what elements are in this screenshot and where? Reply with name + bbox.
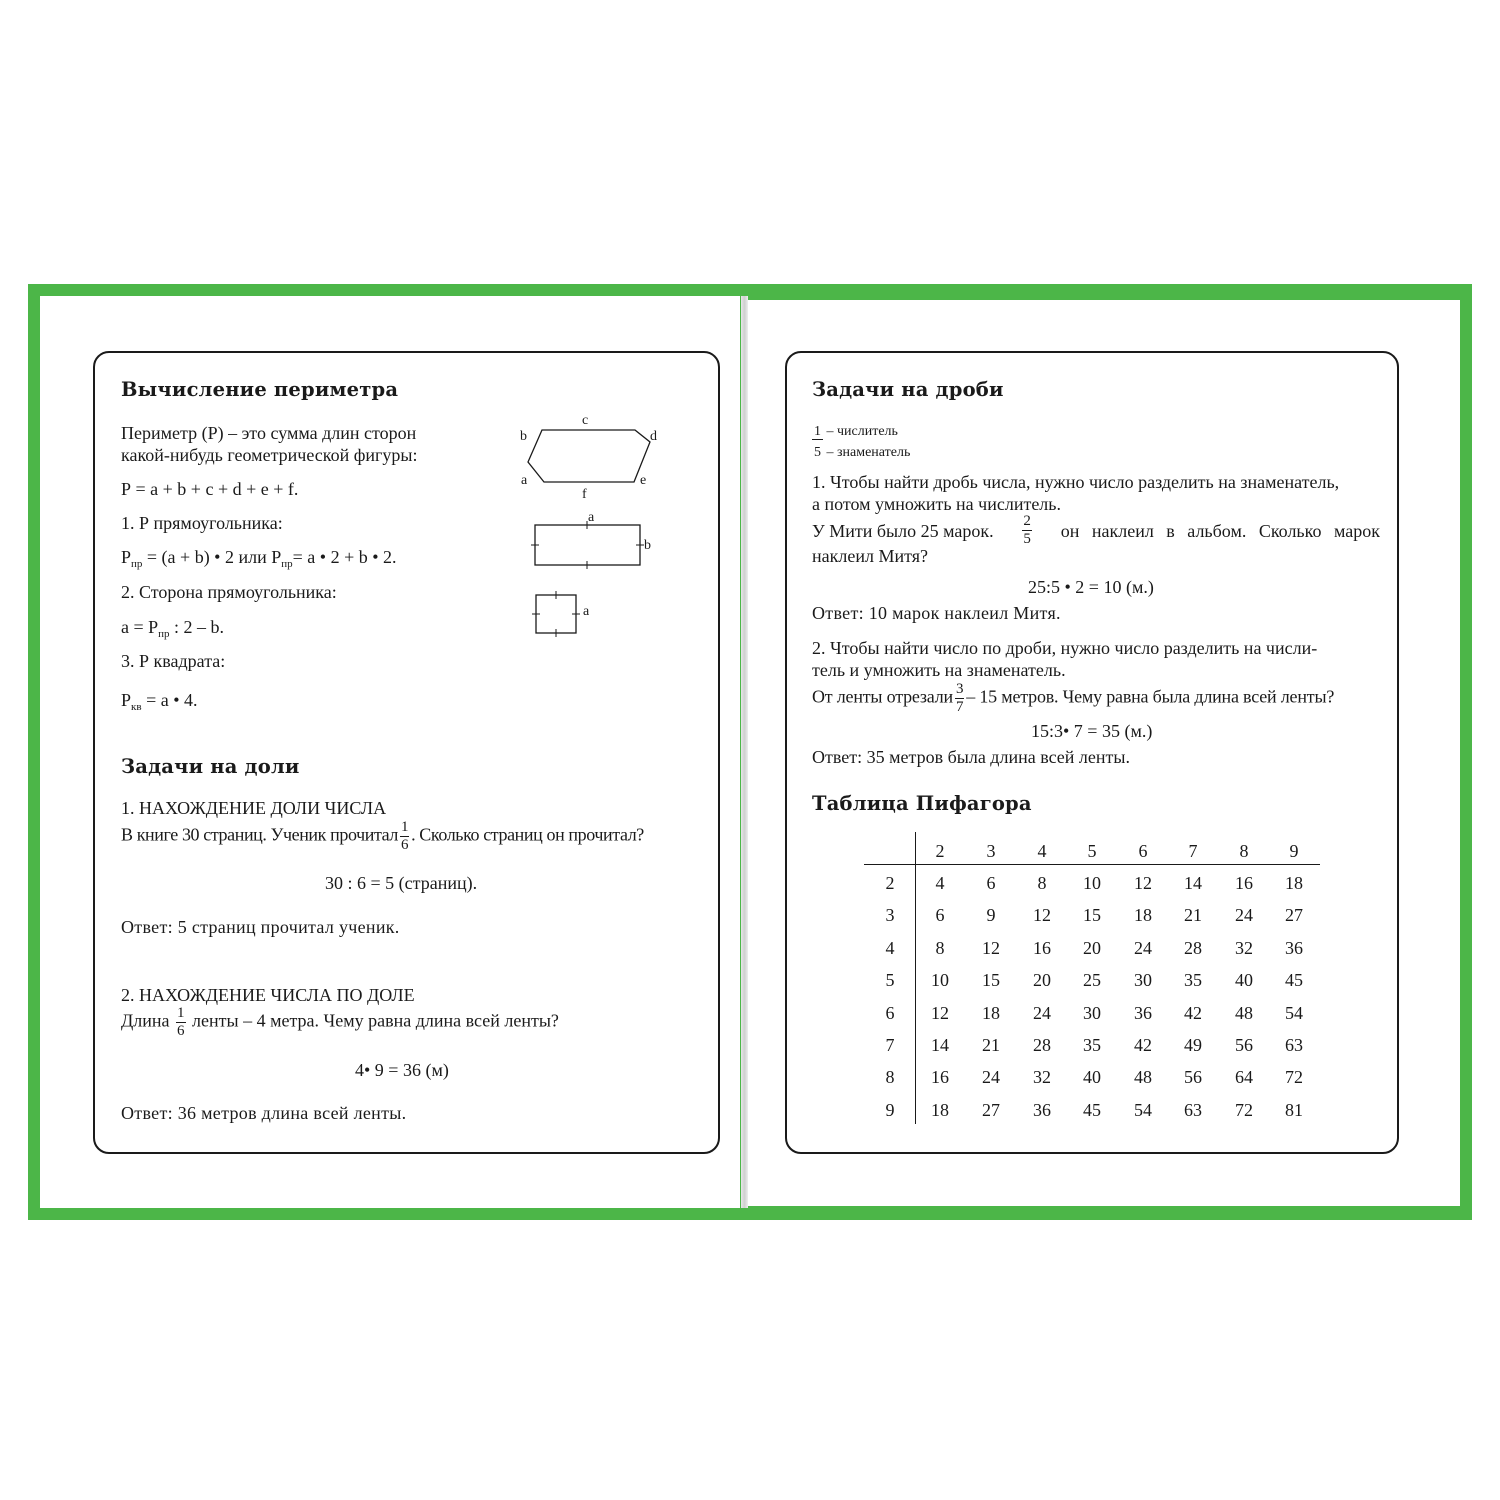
hexagon-label-e: e — [640, 473, 647, 488]
perimeter-title: Вычисление периметра — [121, 378, 399, 401]
table-cell: 27 — [1285, 905, 1303, 925]
fraction-numerator: 1 — [177, 1005, 185, 1021]
table-cell: 18 — [931, 1100, 949, 1120]
share-task1-answer: Ответ: 5 страниц прочитал ученик. — [121, 917, 400, 937]
table-row-header: 2 — [885, 873, 895, 893]
rectangle-label-a: a — [588, 510, 595, 525]
table-cell: 42 — [1184, 1003, 1202, 1023]
numerator-definition — [812, 424, 898, 440]
table-cell: 25 — [1083, 970, 1101, 990]
share-task2-text — [121, 1006, 559, 1039]
table-cell: 4 — [935, 873, 945, 893]
table-cell: 21 — [982, 1035, 1000, 1055]
table-cell: 12 — [1134, 873, 1152, 893]
table-row-header: 4 — [885, 938, 895, 958]
table-cell: 18 — [1285, 873, 1303, 893]
perimeter-definition-line1: Периметр (Р) – это сумма длин сторон — [121, 423, 417, 443]
fraction-example1-line1 — [812, 514, 1380, 547]
table-cell: 28 — [1184, 938, 1202, 958]
table-cell: 9 — [986, 905, 996, 925]
table-cell: 27 — [982, 1100, 1000, 1120]
square-label-a: a — [583, 604, 590, 619]
table-cell: 6 — [986, 873, 996, 893]
numerator-digit: 1 — [814, 424, 821, 439]
fraction — [176, 1006, 186, 1039]
pythagoras-title: Таблица Пифагора — [812, 792, 1032, 815]
table-row-header: 8 — [885, 1067, 895, 1087]
table-cell: 15 — [982, 970, 1000, 990]
table-horizontal-line — [864, 864, 1320, 865]
table-row-header: 9 — [885, 1100, 895, 1120]
table-cell: 40 — [1235, 970, 1253, 990]
formula-part: : 2 – b. — [169, 617, 225, 637]
table-header-cell: 9 — [1289, 841, 1299, 861]
table-cell: 54 — [1134, 1100, 1152, 1120]
table-header-cell: 3 — [986, 841, 996, 861]
table-cell: 30 — [1083, 1003, 1101, 1023]
table-cell: 15 — [1083, 905, 1101, 925]
table-cell: 16 — [1235, 873, 1253, 893]
table-cell: 16 — [931, 1067, 949, 1087]
book-spine — [741, 296, 748, 1208]
table-cell: 35 — [1083, 1035, 1101, 1055]
formula-part: a = Р — [121, 617, 159, 637]
fraction-example2-calculation: 15:3• 7 = 35 (м.) — [1031, 721, 1153, 741]
table-cell: 35 — [1184, 970, 1202, 990]
table-row-header: 3 — [885, 905, 895, 925]
table-cell: 12 — [982, 938, 1000, 958]
subscript: пр — [158, 628, 170, 640]
square-shape — [536, 595, 576, 633]
table-header-cell: 5 — [1087, 841, 1097, 861]
text-part: Длина — [121, 1010, 170, 1031]
table-cell: 24 — [982, 1067, 1000, 1087]
fraction-denominator: 7 — [955, 699, 964, 715]
table-header-cell: 8 — [1239, 841, 1249, 861]
table-cell: 12 — [1033, 905, 1051, 925]
fraction-rule1-line1: 1. Чтобы найти дробь числа, нужно число разделить на знаменатель, — [812, 472, 1340, 492]
share-task1-title: 1. НАХОЖДЕНИЕ ДОЛИ ЧИСЛА — [121, 798, 387, 818]
table-cell: 42 — [1134, 1035, 1152, 1055]
rectangle-label-b: b — [644, 538, 651, 553]
fraction-rule1-line2: а потом умножить на числитель. — [812, 494, 1062, 514]
table-cell: 6 — [935, 905, 945, 925]
table-cell: 32 — [1033, 1067, 1051, 1087]
rectangle-perimeter-heading: 1. Р прямоугольника: — [121, 513, 283, 533]
table-cell: 45 — [1083, 1100, 1101, 1120]
formula-part: = a • 2 + b • 2. — [292, 547, 397, 567]
table-vertical-line — [915, 832, 916, 1124]
share-task2-answer: Ответ: 36 метров длина всей ленты. — [121, 1103, 407, 1123]
share-task1-calculation: 30 : 6 = 5 (страниц). — [325, 873, 478, 893]
hexagon-label-c: c — [582, 413, 589, 428]
text-part: . Сколько страниц он прочитал? — [411, 824, 644, 845]
fraction-denominator: 5 — [1023, 531, 1031, 547]
table-row-header: 5 — [885, 970, 895, 990]
square-perimeter-heading: 3. Р квадрата: — [121, 651, 226, 671]
perimeter-formula: Р = a + b + c + d + e + f. — [121, 479, 299, 499]
table-cell: 18 — [982, 1003, 1000, 1023]
text-part: он наклеил в альбом. Сколько марок — [1060, 520, 1380, 541]
table-cell: 56 — [1184, 1067, 1202, 1087]
table-row-header: 6 — [885, 1003, 895, 1023]
rectangle-side-formula — [121, 616, 224, 645]
table-header-cell: 2 — [935, 841, 945, 861]
fraction — [955, 682, 964, 715]
share-task2-title: 2. НАХОЖДЕНИЕ ЧИСЛА ПО ДОЛЕ — [121, 985, 415, 1005]
shares-title: Задачи на доли — [121, 755, 300, 778]
denominator-definition — [812, 445, 910, 461]
table-cell: 8 — [1037, 873, 1047, 893]
fraction-numerator: 2 — [1023, 513, 1031, 529]
fraction-denominator: 6 — [177, 1023, 185, 1039]
formula-part: Р — [121, 547, 132, 567]
formula-part: = (a + b) • 2 или Р — [142, 547, 282, 567]
table-cell: 45 — [1285, 970, 1303, 990]
hexagon-label-b: b — [520, 429, 527, 444]
table-cell: 12 — [931, 1003, 949, 1023]
table-cell: 64 — [1235, 1067, 1253, 1087]
table-cell: 36 — [1134, 1003, 1152, 1023]
table-cell: 81 — [1285, 1100, 1303, 1120]
table-cell: 24 — [1134, 938, 1152, 958]
fraction-example2-answer: Ответ: 35 метров была длина всей ленты. — [812, 747, 1130, 767]
text-part: От ленты отрезали — [812, 686, 953, 707]
hexagon-label-f: f — [582, 487, 587, 502]
table-header-cell: 7 — [1188, 841, 1198, 861]
subscript: кв — [131, 701, 142, 713]
rectangle-side-heading: 2. Сторона прямоугольника: — [121, 582, 337, 602]
formula-part: Р — [121, 690, 132, 710]
table-cell: 24 — [1235, 905, 1253, 925]
text-part: У Мити было 25 марок. — [812, 520, 994, 541]
table-cell: 14 — [1184, 873, 1202, 893]
table-row-header: 7 — [885, 1035, 895, 1055]
fraction-rule2-line2: тель и умножить на знаменатель. — [812, 660, 1066, 680]
fraction-example2-line — [812, 682, 1334, 715]
table-cell: 56 — [1235, 1035, 1253, 1055]
rectangle-perimeter-formula — [121, 546, 397, 575]
denominator-digit: 5 — [814, 445, 821, 460]
table-cell: 14 — [931, 1035, 949, 1055]
rectangle-shape — [535, 525, 640, 565]
numerator-label: – числитель — [823, 424, 898, 439]
table-cell: 63 — [1285, 1035, 1303, 1055]
fraction-numerator: 1 — [400, 819, 409, 835]
fraction-example1-line2: наклеил Митя? — [812, 546, 928, 566]
formula-part: = a • 4. — [141, 690, 198, 710]
text-part: – 15 метров. Чему равна была длина всей ленты? — [966, 686, 1335, 707]
fraction — [400, 820, 409, 853]
table-cell: 30 — [1134, 970, 1152, 990]
table-cell: 21 — [1184, 905, 1202, 925]
fraction — [1022, 514, 1032, 547]
square-perimeter-formula — [121, 689, 198, 718]
fraction-numerator: 3 — [955, 681, 964, 697]
table-cell: 63 — [1184, 1100, 1202, 1120]
table-cell: 32 — [1235, 938, 1253, 958]
fractions-title: Задачи на дроби — [812, 378, 1004, 401]
table-cell: 36 — [1033, 1100, 1051, 1120]
table-cell: 36 — [1285, 938, 1303, 958]
text-part: В книге 30 страниц. Ученик прочитал — [121, 824, 398, 845]
fraction-denominator: 6 — [400, 837, 409, 853]
subscript: пр — [281, 558, 293, 570]
denominator-label: – знаменатель — [823, 445, 911, 460]
table-cell: 10 — [1083, 873, 1101, 893]
fraction-example1-calculation: 25:5 • 2 = 10 (м.) — [1028, 577, 1154, 597]
text-part: ленты – 4 метра. Чему равна длина всей ленты? — [192, 1010, 559, 1031]
table-cell: 20 — [1083, 938, 1101, 958]
table-cell: 72 — [1235, 1100, 1253, 1120]
table-cell: 18 — [1134, 905, 1152, 925]
table-cell: 20 — [1033, 970, 1051, 990]
hexagon-label-d: d — [650, 429, 657, 444]
perimeter-definition-line2: какой-нибудь геометрической фигуры: — [121, 445, 418, 465]
table-cell: 24 — [1033, 1003, 1051, 1023]
table-cell: 40 — [1083, 1067, 1101, 1087]
table-cell: 10 — [931, 970, 949, 990]
subscript: пр — [131, 558, 143, 570]
table-cell: 54 — [1285, 1003, 1303, 1023]
hexagon-shape — [528, 430, 650, 482]
table-cell: 48 — [1235, 1003, 1253, 1023]
share-task1-text — [121, 820, 644, 853]
table-cell: 49 — [1184, 1035, 1202, 1055]
table-cell: 8 — [935, 938, 945, 958]
table-header-cell: 6 — [1138, 841, 1148, 861]
table-header-cell: 4 — [1037, 841, 1047, 861]
table-cell: 28 — [1033, 1035, 1051, 1055]
table-cell: 72 — [1285, 1067, 1303, 1087]
table-cell: 48 — [1134, 1067, 1152, 1087]
fraction-example1-answer: Ответ: 10 марок наклеил Митя. — [812, 603, 1061, 623]
hexagon-label-a: a — [521, 473, 528, 488]
geometry-figures — [500, 405, 680, 645]
table-cell: 16 — [1033, 938, 1051, 958]
share-task2-calculation: 4• 9 = 36 (м) — [355, 1060, 449, 1080]
fraction-rule2-line1: 2. Чтобы найти число по дроби, нужно число разделить на числи- — [812, 638, 1318, 658]
